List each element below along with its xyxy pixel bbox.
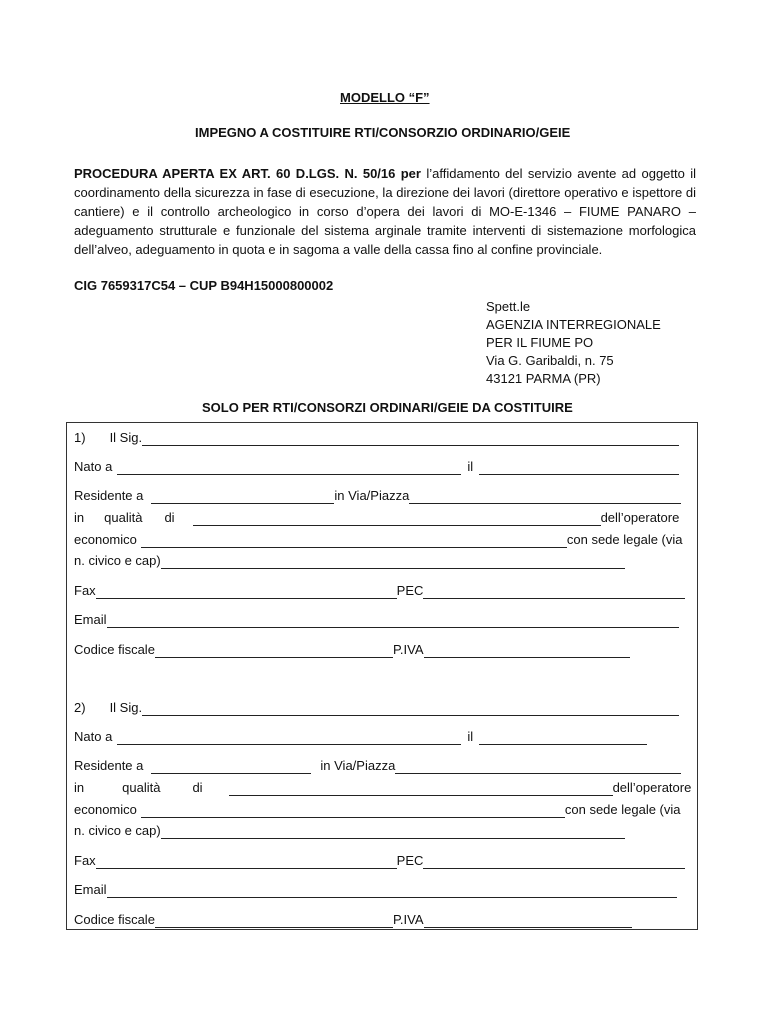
- model-title: MODELLO “F”: [340, 90, 430, 105]
- member1-residence-row: [74, 488, 681, 504]
- member2-company-row: [74, 802, 681, 818]
- member1-number: 1): [74, 430, 86, 445]
- cig-cup-codes: CIG 7659317C54 – CUP B94H15000800002: [74, 278, 334, 293]
- recipient-line: 43121 PARMA (PR): [486, 371, 601, 386]
- economic-label: economico: [74, 802, 137, 817]
- member2-role-row: [74, 780, 691, 796]
- member2-address-row: [74, 823, 625, 839]
- role-field[interactable]: [193, 513, 601, 526]
- address-field[interactable]: [161, 556, 625, 569]
- section-title: SOLO PER RTI/CONSORZI ORDINARI/GEIE DA COSTITUIRE: [202, 400, 573, 415]
- member2-fax-row: [74, 853, 685, 869]
- member1-tax-row: [74, 642, 630, 658]
- company-field[interactable]: [141, 535, 567, 548]
- birthdate-label: il: [467, 729, 474, 744]
- pec-field[interactable]: [423, 856, 685, 869]
- residence-label: Residente a: [74, 758, 144, 773]
- address-field[interactable]: [161, 826, 625, 839]
- vat-field[interactable]: [424, 645, 630, 658]
- role-quality-label: qualità: [104, 510, 143, 525]
- fax-label: Fax: [74, 853, 96, 868]
- name-label: Il Sig.: [109, 700, 143, 715]
- member1-role-row: [74, 510, 679, 526]
- procedure-lead: PROCEDURA APERTA EX ART. 60 D.LGS. N. 50/16 per: [74, 166, 421, 181]
- birthplace-label: Nato a: [74, 459, 113, 474]
- company-field[interactable]: [141, 805, 565, 818]
- street-label: in Via/Piazza: [320, 758, 396, 773]
- pec-label: PEC: [396, 853, 424, 868]
- birthdate-label: il: [467, 459, 474, 474]
- recipient-line: Via G. Garibaldi, n. 75: [486, 353, 614, 368]
- pec-field[interactable]: [423, 586, 685, 599]
- vat-label: P.IVA: [392, 912, 424, 927]
- vat-label: P.IVA: [392, 642, 424, 657]
- role-field[interactable]: [229, 783, 613, 796]
- vat-field[interactable]: [424, 915, 632, 928]
- member2-birth-row: [74, 729, 647, 745]
- fax-label: Fax: [74, 583, 96, 598]
- street-field[interactable]: [409, 491, 681, 504]
- role-in-label: in: [74, 510, 85, 525]
- name-field[interactable]: [142, 433, 679, 446]
- email-label: Email: [74, 612, 107, 627]
- role-in-label: in: [74, 780, 85, 795]
- name-field[interactable]: [142, 703, 679, 716]
- recipient-line: Spett.le: [486, 299, 531, 314]
- member1-company-row: [74, 532, 683, 548]
- operator-label: dell’operatore: [612, 780, 692, 795]
- fax-field[interactable]: [96, 856, 397, 869]
- residence-field[interactable]: [151, 761, 311, 774]
- residence-label: Residente a: [74, 488, 144, 503]
- street-field[interactable]: [395, 761, 681, 774]
- tax-code-label: Codice fiscale: [74, 642, 155, 657]
- recipient-address: [486, 298, 661, 388]
- birthplace-field[interactable]: [117, 462, 461, 475]
- role-di-label: di: [192, 780, 203, 795]
- member2-tax-row: [74, 912, 632, 928]
- tax-code-label: Codice fiscale: [74, 912, 155, 927]
- birthplace-field[interactable]: [117, 732, 461, 745]
- email-label: Email: [74, 882, 107, 897]
- fax-field[interactable]: [96, 586, 397, 599]
- email-field[interactable]: [107, 615, 679, 628]
- name-label: Il Sig.: [109, 430, 143, 445]
- member1-email-row: [74, 612, 679, 628]
- tax-code-field[interactable]: [155, 645, 393, 658]
- role-di-label: di: [164, 510, 175, 525]
- birthdate-field[interactable]: [479, 732, 647, 745]
- member2-name-row: [74, 700, 679, 716]
- economic-label: economico: [74, 532, 137, 547]
- role-quality-label: qualità: [122, 780, 161, 795]
- member2-residence-row: [74, 758, 681, 774]
- member1-name-row: [74, 430, 679, 446]
- procedure-body: l’affidamento del servizio avente ad oggetto il coordinamento della sicurezza in fase di esecuzione, la direzione dei lavori (direttore operativo e ispettore di cantiere) e il controllo archeologico in corso d’opera dei lavori di MO-E-1346 – FIUME PANARO – adeguamento strutturale e funzionale del sistema arginale tramite interventi di sistemazione morfologica dell’alveo, adeguamento in quota e in sagoma a valle della cassa fino al confine provinciale.: [74, 166, 696, 257]
- member1-fax-row: [74, 583, 685, 599]
- recipient-line: AGENZIA INTERREGIONALE: [486, 317, 661, 332]
- pec-label: PEC: [396, 583, 424, 598]
- residence-field[interactable]: [151, 491, 334, 504]
- member1-birth-row: [74, 459, 679, 475]
- registered-office-label: con sede legale (via: [564, 802, 681, 817]
- procedure-description: [74, 164, 696, 259]
- member2-number: 2): [74, 700, 86, 715]
- document-subtitle: IMPEGNO A COSTITUIRE RTI/CONSORZIO ORDINARIO/GEIE: [195, 125, 571, 140]
- civic-label: n. civico e cap): [74, 823, 161, 838]
- member2-email-row: [74, 882, 677, 898]
- tax-code-field[interactable]: [155, 915, 393, 928]
- member1-address-row: [74, 553, 625, 569]
- recipient-line: PER IL FIUME PO: [486, 335, 594, 350]
- birthdate-field[interactable]: [479, 462, 679, 475]
- registered-office-label: con sede legale (via: [566, 532, 683, 547]
- street-label: in Via/Piazza: [334, 488, 410, 503]
- operator-label: dell’operatore: [600, 510, 680, 525]
- civic-label: n. civico e cap): [74, 553, 161, 568]
- email-field[interactable]: [107, 885, 677, 898]
- birthplace-label: Nato a: [74, 729, 113, 744]
